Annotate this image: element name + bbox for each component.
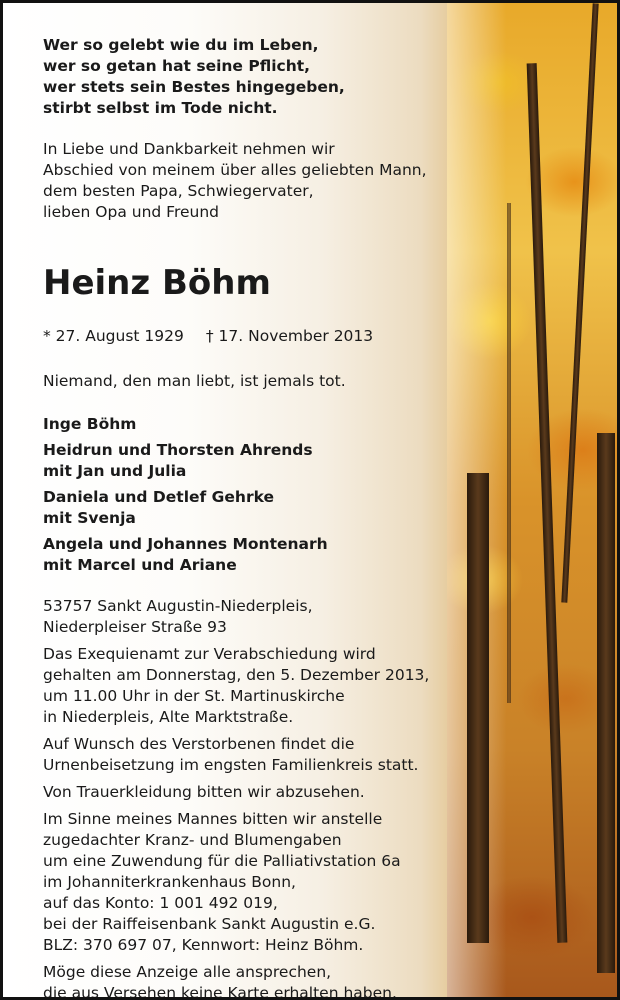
verse-line: Wer so gelebt wie du im Leben, bbox=[43, 36, 319, 54]
notice-line: Im Sinne meines Mannes bitten wir anstelle bbox=[43, 810, 383, 828]
verse-line: stirbt selbst im Tode nicht. bbox=[43, 99, 278, 117]
death-date: † 17. November 2013 bbox=[205, 327, 374, 345]
notice-line: Von Trauerkleidung bitten wir abzusehen. bbox=[43, 783, 365, 801]
family-address bbox=[43, 596, 443, 638]
notice-line: BLZ: 370 697 07, Kennwort: Heinz Böhm. bbox=[43, 936, 364, 954]
tree-trunk bbox=[467, 473, 489, 943]
mourner-entry bbox=[43, 414, 443, 435]
notice-line: in Niederpleis, Alte Marktstraße. bbox=[43, 708, 294, 726]
mourner-line: Angela und Johannes Montenarh bbox=[43, 535, 328, 553]
verse-line: wer so getan hat seine Pflicht, bbox=[43, 57, 311, 75]
farewell-intro bbox=[43, 139, 443, 223]
autumn-forest-image bbox=[447, 3, 617, 997]
deceased-name: Heinz Böhm bbox=[43, 263, 271, 303]
notice-line: gehalten am Donnerstag, den 5. Dezember 2013, bbox=[43, 666, 430, 684]
notice-line: Auf Wunsch des Verstorbenen findet die bbox=[43, 735, 355, 753]
mourner-entry bbox=[43, 440, 443, 482]
mourner-line: Heidrun und Thorsten Ahrends bbox=[43, 441, 313, 459]
address-line: 53757 Sankt Augustin-Niederpleis, bbox=[43, 597, 313, 615]
tree-trunk bbox=[561, 3, 598, 602]
intro-line: dem besten Papa, Schwiegervater, bbox=[43, 182, 314, 200]
notice-line: Möge diese Anzeige alle ansprechen, bbox=[43, 963, 332, 981]
burial-notice bbox=[43, 734, 443, 776]
intro-line: Abschied von meinem über alles geliebten Mann, bbox=[43, 161, 427, 179]
notice-line: Das Exequienamt zur Verabschiedung wird bbox=[43, 645, 376, 663]
dress-notice bbox=[43, 782, 443, 803]
tree-trunk bbox=[507, 203, 511, 703]
verse-line: wer stets sein Bestes hingegeben, bbox=[43, 78, 345, 96]
mourner-line: mit Svenja bbox=[43, 509, 136, 527]
tree-trunk bbox=[597, 433, 615, 973]
notice-line: zugedachter Kranz- und Blumengaben bbox=[43, 831, 342, 849]
memorial-verse bbox=[43, 35, 443, 119]
closing-notice bbox=[43, 962, 443, 1000]
mourner-line: Inge Böhm bbox=[43, 415, 137, 433]
intro-line: In Liebe und Dankbarkeit nehmen wir bbox=[43, 140, 335, 158]
birth-date: * 27. August 1929 bbox=[43, 327, 184, 345]
intro-line: lieben Opa und Freund bbox=[43, 203, 219, 221]
notice-line: im Johanniterkrankenhaus Bonn, bbox=[43, 873, 296, 891]
mourner-line: Daniela und Detlef Gehrke bbox=[43, 488, 274, 506]
notice-line: um eine Zuwendung für die Palliativstation 6a bbox=[43, 852, 401, 870]
life-dates bbox=[43, 326, 443, 347]
mourner-line: mit Marcel und Ariane bbox=[43, 556, 237, 574]
notice-line: die aus Versehen keine Karte erhalten haben. bbox=[43, 984, 397, 1000]
notice-line: bei der Raiffeisenbank Sankt Augustin e.G. bbox=[43, 915, 376, 933]
mourner-entry bbox=[43, 487, 443, 529]
service-notice bbox=[43, 644, 443, 728]
tree-trunk bbox=[527, 63, 568, 943]
memorial-quote: Niemand, den man liebt, ist jemals tot. bbox=[43, 372, 346, 390]
address-line: Niederpleiser Straße 93 bbox=[43, 618, 227, 636]
notice-line: Urnenbeisetzung im engsten Familienkreis statt. bbox=[43, 756, 419, 774]
mourner-line: mit Jan und Julia bbox=[43, 462, 187, 480]
obituary-text bbox=[43, 35, 443, 1000]
donation-notice bbox=[43, 809, 443, 956]
notice-line: um 11.00 Uhr in der St. Martinuskirche bbox=[43, 687, 345, 705]
mourner-entry bbox=[43, 534, 443, 576]
notice-line: auf das Konto: 1 001 492 019, bbox=[43, 894, 278, 912]
